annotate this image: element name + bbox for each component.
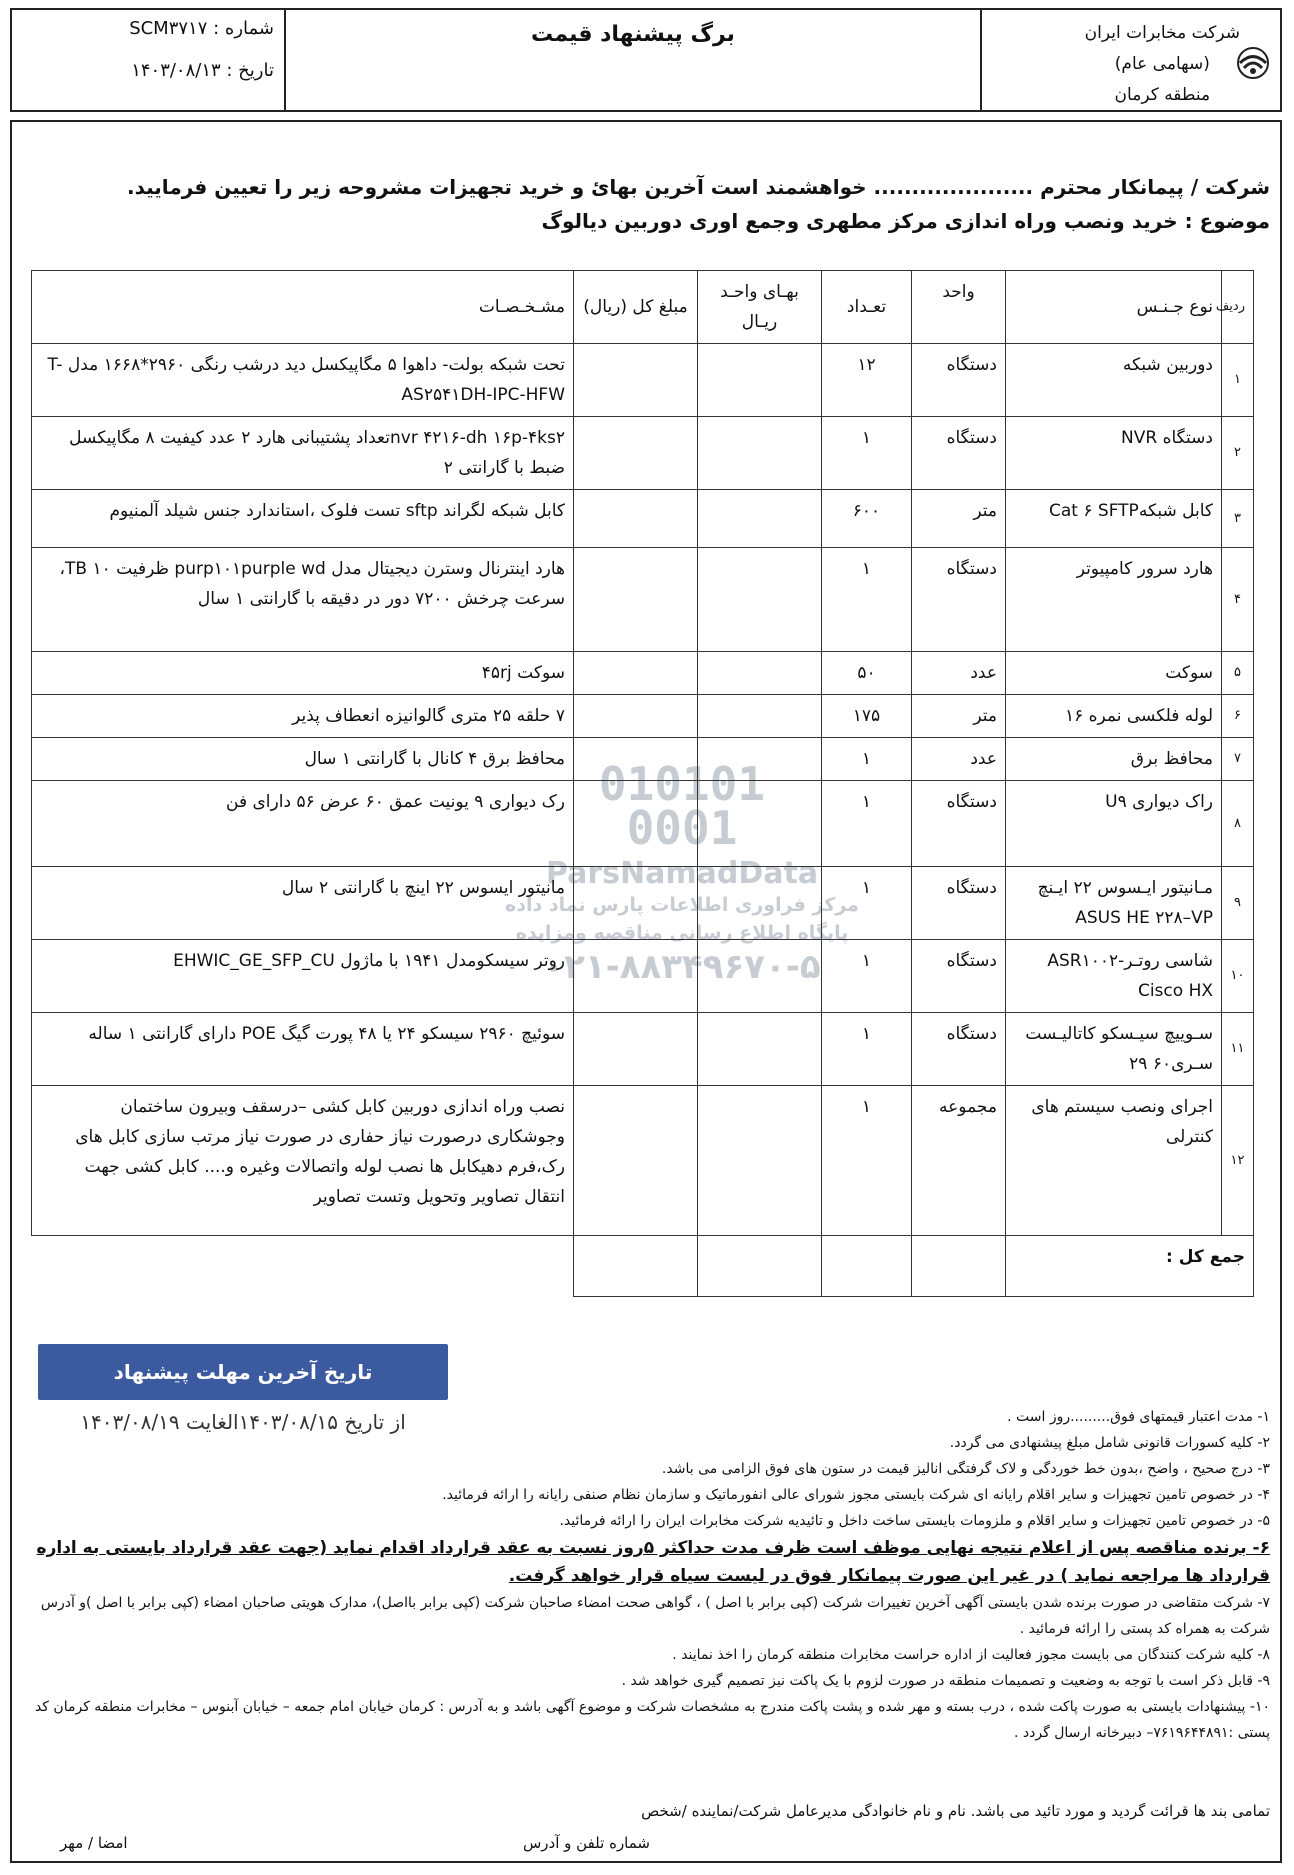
row-unit: عدد: [912, 738, 1006, 781]
header-unit: واحد: [912, 271, 1006, 344]
header-unit-price-line-1: بهـای واحـد: [720, 282, 799, 302]
row-total-price[interactable]: [574, 344, 698, 417]
row-specs: سوئیچ ۲۹۶۰ سیسکو ۲۴ یا ۴۸ پورت گیگ POE دارای گارانتی ۱ ساله: [32, 1013, 574, 1086]
row-specs: هارد اینترنال وسترن دیجیتال مدل purp۱۰۱purple wd ظرفیت ۱۰ TB، سرعت چرخش ۷۲۰۰ دور در دقیقه با گارانتی ۱ سال: [32, 548, 574, 652]
intro-section: [20, 170, 1270, 238]
row-qty: ۱: [822, 867, 912, 940]
row-specs: مانیتور ایسوس ۲۲ اینچ با گارانتی ۲ سال: [32, 867, 574, 940]
row-unit-price[interactable]: [698, 695, 822, 738]
row-unit-price[interactable]: [698, 940, 822, 1013]
row-total-price[interactable]: [574, 1013, 698, 1086]
header-total: مبلغ کل (ریال): [574, 271, 698, 344]
table-row: [32, 781, 1254, 867]
company-line-2: (سهامی عام): [1114, 54, 1210, 74]
signature-section: [20, 1802, 1270, 1852]
subject-line: موضوع : خرید ونصب وراه اندازی مرکز مطهری وجمع اوری دوربین دیالوگ: [541, 209, 1270, 233]
row-total-price[interactable]: [574, 548, 698, 652]
row-unit: دستگاه: [912, 417, 1006, 490]
table-row: [32, 867, 1254, 940]
row-item-type: اجرای ونصب سیستم های کنترلی: [1006, 1086, 1222, 1236]
row-specs: nvr ۴۲۱۶-dh ۱۶p-۴ks۲تعداد پشتیبانی هارد ۲ عدد کیفیت ۸ مگاپیکسل ضبط با گارانتی ۲: [32, 417, 574, 490]
row-unit-price[interactable]: [698, 344, 822, 417]
row-total-price[interactable]: [574, 652, 698, 695]
form-title: برگ پیشنهاد قیمت: [531, 22, 735, 47]
company-line-1: شرکت مخابرات ایران: [1084, 23, 1240, 43]
table-row: [32, 940, 1254, 1013]
telecom-logo-icon: [1232, 46, 1274, 80]
row-total-price[interactable]: [574, 940, 698, 1013]
watermark-binary-2: 0001: [626, 801, 738, 855]
row-idx: ۳: [1222, 490, 1254, 548]
row-unit-price[interactable]: [698, 490, 822, 548]
row-idx: ۷: [1222, 738, 1254, 781]
note-item: ۱۰- پیشنهادات بایستی به صورت پاکت شده ، درب بسته و مهر شده و پشت پاکت مندرج به مشخصات شرکت و موضوع آگهی باشد و به آدرس : کرمان خیابان امام جمعه – خیابان آبنوس – مخابرات منطقه کرمان کد پستی :۷۶۱۹۶۴۴۸۹۱– دبیرخانه ارسال گردد .: [34, 1699, 1270, 1741]
items-table: [31, 270, 1254, 1297]
document-page: [10, 8, 1282, 1863]
row-unit: دستگاه: [912, 867, 1006, 940]
notes-section: [20, 1404, 1270, 1746]
grand-total-cell[interactable]: [574, 1236, 698, 1297]
company-line-3: منطقه کرمان: [1114, 85, 1211, 105]
row-idx: ۶: [1222, 695, 1254, 738]
header-type: نوع جـنـس: [1006, 271, 1222, 344]
deadline-range: از تاریخ ۱۴۰۳/۰۸/۱۵الغایت ۱۴۰۳/۰۸/۱۹: [80, 1410, 406, 1434]
header-qty: تعـداد: [822, 271, 912, 344]
row-specs: کابل شبکه لگراند sftp تست فلوک ،استاندارد جنس شیلد آلمنیوم: [32, 490, 574, 548]
row-specs: محافظ برق ۴ کانال با گارانتی ۱ سال: [32, 738, 574, 781]
row-idx: ۱۱: [1222, 1013, 1254, 1086]
table-row: [32, 652, 1254, 695]
row-unit-price[interactable]: [698, 738, 822, 781]
watermark-name: ParsNamadData: [545, 856, 819, 891]
row-item-type: شاسی روتـر-ASR۱۰۰۲ Cisco HX: [1006, 940, 1222, 1013]
row-unit: مجموعه: [912, 1086, 1006, 1236]
row-unit-price[interactable]: [698, 867, 822, 940]
row-total-price[interactable]: [574, 781, 698, 867]
row-qty: ۱: [822, 738, 912, 781]
table-row: [32, 548, 1254, 652]
header-idx: ردیف: [1222, 271, 1254, 344]
total-row: [32, 1236, 1254, 1297]
note-item: ۷- شرکت متقاضی در صورت برنده شدن بایستی آگهی آخرین تغییرات شرکت (کپی برابر با اصل ) ، گواهی صحت امضاء صاحبان شرکت (کپی برابر بااصل)، مدارک هویتی صاحبان امضاء (کپی برابر با اصل )و آدرس شرکت به همراه کد پستی را ارائه فرمائید .: [40, 1595, 1270, 1637]
row-total-price[interactable]: [574, 867, 698, 940]
row-unit: متر: [912, 490, 1006, 548]
company-block: [980, 10, 1280, 110]
row-idx: ۸: [1222, 781, 1254, 867]
row-specs: نصب وراه اندازی دوربین کابل کشی –درسقف وبیرون ساختمان وجوشکاری درصورت نیاز حفاری در صورت نیاز مرتب سازی کابل های رک،فرم دهیکابل ها نصب لوله واتصالات وغیره و.... کابل کشی جهت انتقال تصاویر وتحویل وتست تصاویر: [32, 1086, 574, 1236]
table-row: [32, 344, 1254, 417]
row-qty: ۱۷۵: [822, 695, 912, 738]
table-row: [32, 1013, 1254, 1086]
number-block: [12, 10, 284, 110]
table-row: [32, 1086, 1254, 1236]
row-total-price[interactable]: [574, 1086, 698, 1236]
note-item: ۹- قابل ذکر است با توجه به وضعیت و تصمیمات منطقه در صورت لزوم با یک پاکت نیز تصمیم گیری خواهد شد .: [621, 1673, 1270, 1689]
total-label: جمع کل :: [1166, 1247, 1245, 1267]
table-row: [32, 490, 1254, 548]
row-idx: ۲: [1222, 417, 1254, 490]
table-header-row: [32, 271, 1254, 344]
row-specs: تحت شبکه بولت- داهوا ۵ مگاپیکسل دید درشب رنگی ۲۹۶۰*۱۶۶۸ مدل T-AS۲۵۴۱DH-IPC-HFW: [32, 344, 574, 417]
row-idx: ۱: [1222, 344, 1254, 417]
row-unit: عدد: [912, 652, 1006, 695]
row-unit: دستگاه: [912, 940, 1006, 1013]
note-item: ۲- کلیه کسورات قانونی شامل مبلغ پیشنهادی می گردد.: [949, 1435, 1270, 1451]
note-item: ۳- درج صحیح ، واضح ،بدون خط خوردگی و لاک گرفتگی انالیز قیمت در ستون های فوق الزامی می باشد.: [661, 1461, 1270, 1477]
row-unit: متر: [912, 695, 1006, 738]
table-row: [32, 738, 1254, 781]
row-item-type: سوکت: [1006, 652, 1222, 695]
row-qty: ۱: [822, 548, 912, 652]
row-idx: ۱۲: [1222, 1086, 1254, 1236]
row-specs: سوکت ۴۵rj: [32, 652, 574, 695]
row-item-type: سـوییچ سیـسکو کاتالیـست سـری۶۰ ۲۹: [1006, 1013, 1222, 1086]
deadline-label: تاریخ آخرین مهلت پیشنهاد: [38, 1344, 448, 1400]
row-unit-price[interactable]: [698, 417, 822, 490]
row-unit: دستگاه: [912, 548, 1006, 652]
document-number: شماره : SCM۳۷۱۷: [129, 18, 274, 39]
row-qty: ۱: [822, 940, 912, 1013]
row-item-type: کابل شبکهCat ۶ SFTP: [1006, 490, 1222, 548]
row-unit-price[interactable]: [698, 548, 822, 652]
sign-stamp-label: امضا / مهر: [60, 1834, 128, 1852]
note-item: ۵- در خصوص تامین تجهیزات و سایر اقلام و ملزومات بایستی ساخت داخل و تائیدیه شرکت مخابرات ایران را ارائه فرمائید.: [559, 1513, 1270, 1529]
row-idx: ۵: [1222, 652, 1254, 695]
row-unit-price[interactable]: [698, 1013, 822, 1086]
note-6: ۶- برنده مناقصه پس از اعلام نتیجه نهایی موظف است ظرف مدت حداکثر ۵روز نسبت به عقد قرارداد اقدام نماید (جهت عقد قرارداد بایستی به اداره قرارداد ها مراجعه نماید ) در غیر این صورت پیمانکار فوق در لیست سیاه قرار خواهد گرفت.: [36, 1538, 1270, 1586]
table-row: [32, 695, 1254, 738]
row-total-price[interactable]: [574, 738, 698, 781]
row-unit: دستگاه: [912, 1013, 1006, 1086]
header-specs: مشـخـصـات: [32, 271, 574, 344]
row-item-type: هارد سرور کامپیوتر: [1006, 548, 1222, 652]
row-qty: ۶۰۰: [822, 490, 912, 548]
row-item-type: راک دیواری U۹: [1006, 781, 1222, 867]
row-item-type: لوله فلکسی نمره ۱۶: [1006, 695, 1222, 738]
note-item: ۸- کلیه شرکت کنندگان می بایست مجوز فعالیت از اداره حراست مخابرات منطقه کرمان را اخذ نمایند .: [672, 1647, 1270, 1663]
company-name: [1085, 18, 1240, 111]
row-unit-price[interactable]: [698, 1086, 822, 1236]
row-unit-price[interactable]: [698, 781, 822, 867]
table-row: [32, 417, 1254, 490]
row-total-price[interactable]: [574, 417, 698, 490]
watermark-line-1: مرکز فراوری اطلاعات پارس نماد داده: [505, 894, 859, 916]
header-unit-price: [698, 271, 822, 344]
row-total-price[interactable]: [574, 695, 698, 738]
title-block: [284, 10, 980, 110]
note-item: ۴- در خصوص تامین تجهیزات و سایر اقلام رایانه ای شرکت بایستی مجوز شورای عالی انفورماتیک و سازمان نظام صنفی رایانه را ارائه فرمائید.: [442, 1487, 1270, 1503]
header-unit-price-line-2: ریـال: [741, 312, 778, 332]
watermark-binary-1: 010101: [598, 757, 766, 811]
row-unit: دستگاه: [912, 781, 1006, 867]
row-specs: ۷ حلقه ۲۵ متری گالوانیزه انعطاف پذیر: [32, 695, 574, 738]
row-qty: ۱: [822, 781, 912, 867]
content-frame: [10, 120, 1282, 1863]
row-item-type: دوربین شبکه: [1006, 344, 1222, 417]
row-item-type: مـانیتور ایـسوس ۲۲ ایـنچ ASUS HE ۲۲۸–VP: [1006, 867, 1222, 940]
row-qty: ۵۰: [822, 652, 912, 695]
document-header: [10, 8, 1282, 112]
row-item-type: دستگاه NVR: [1006, 417, 1222, 490]
intro-text: شرکت / پیمانکار محترم ..................... خواهشمند است آخرین بهایٔ و خرید تجهیزات مشروحه زیر را تعیین فرمایید.: [126, 175, 1270, 199]
row-qty: ۱: [822, 1086, 912, 1236]
row-idx: ۱۰: [1222, 940, 1254, 1013]
row-idx: ۹: [1222, 867, 1254, 940]
phone-address-label: شماره تلفن و آدرس: [522, 1834, 650, 1852]
watermark-phone: ۰۲۱-۸۸۳۴۹۶۷۰-۵: [543, 947, 821, 987]
row-unit: دستگاه: [912, 344, 1006, 417]
row-qty: ۱: [822, 417, 912, 490]
row-item-type: محافظ برق: [1006, 738, 1222, 781]
row-specs: رک دیواری ۹ یونیت عمق ۶۰ عرض ۵۶ دارای فن: [32, 781, 574, 867]
row-qty: ۱: [822, 1013, 912, 1086]
row-idx: ۴: [1222, 548, 1254, 652]
row-unit-price[interactable]: [698, 652, 822, 695]
watermark-line-2: پایگاه اطلاع رسانی مناقصه ومزایده: [515, 922, 849, 944]
row-qty: ۱۲: [822, 344, 912, 417]
note-item: ۱- مدت اعتبار قیمتهای فوق.........روز است .: [1007, 1409, 1270, 1425]
row-specs: روتر سیسکومدل ۱۹۴۱ با ماژول EHWIC_GE_SFP_CU: [32, 940, 574, 1013]
signature-statement: تمامی بند ها قرائت گردید و مورد تائید می باشد. نام و نام خانوادگی مدیرعامل شرکت/نماینده /شخص: [641, 1802, 1270, 1820]
row-total-price[interactable]: [574, 490, 698, 548]
document-date: تاریخ : ۱۴۰۳/۰۸/۱۳: [131, 60, 274, 81]
